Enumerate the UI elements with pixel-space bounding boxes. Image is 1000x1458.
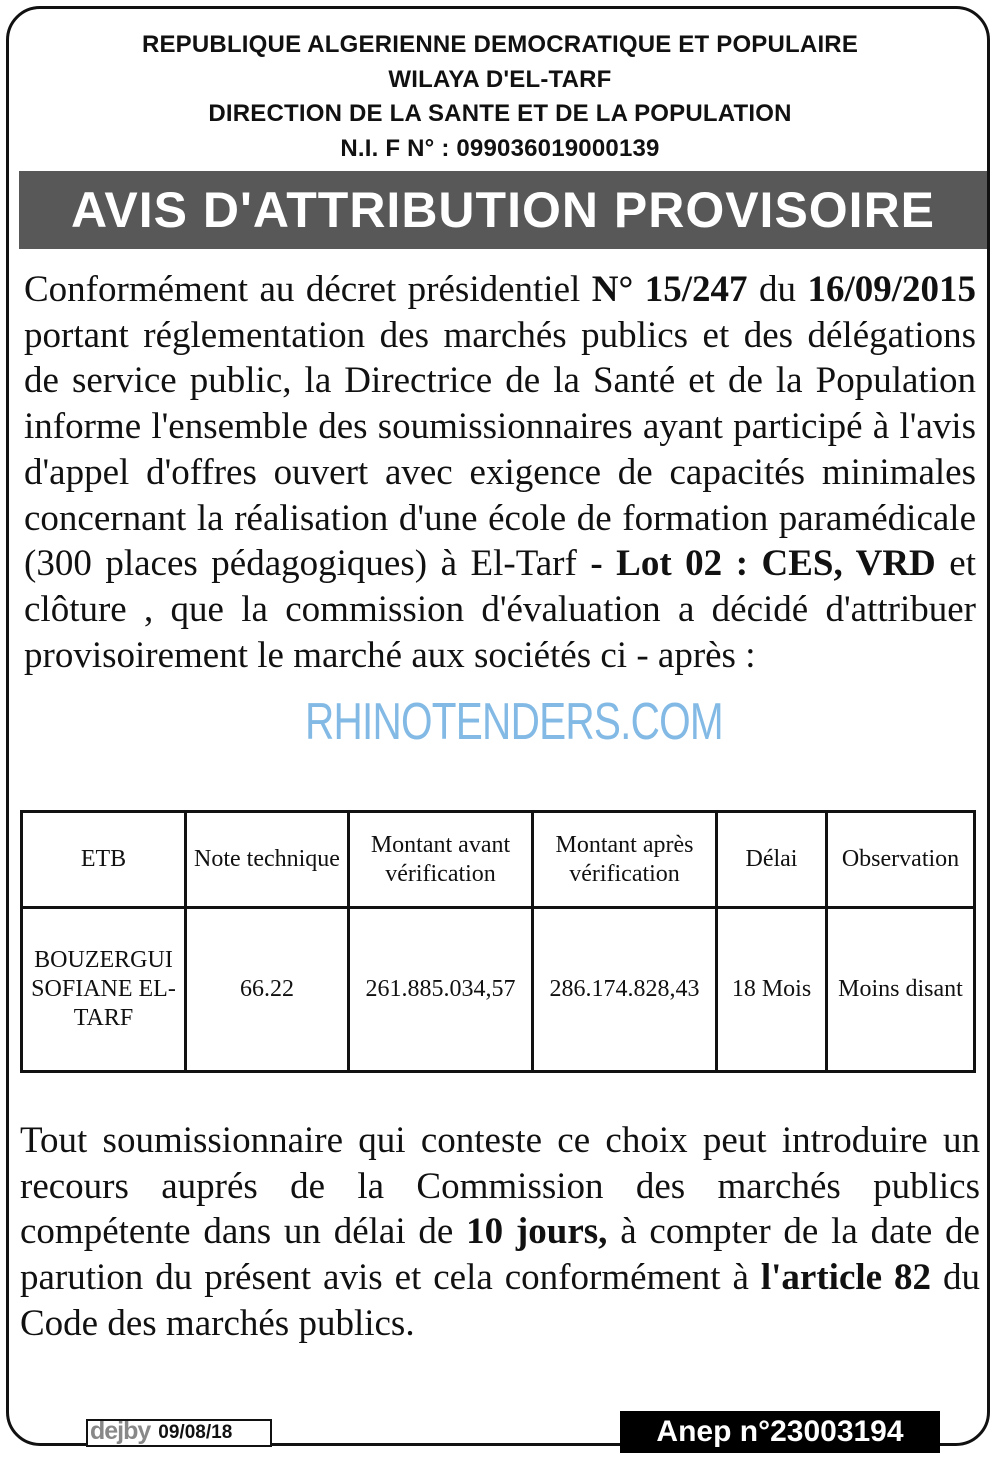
header-republic: REPUBLIQUE ALGERIENNE DEMOCRATIQUE ET POPULAIRE [141,31,859,58]
issuer-header [0,28,1000,166]
cell-observation: Moins disant [827,908,975,1072]
watermark: RHINOTENDERS.COM [305,693,723,751]
publisher-logo: dejby [90,1416,151,1445]
header-nif: N.I. F N° : 099036019000139 [340,134,660,162]
notice-title: AVIS D'ATTRIBUTION PROVISOIRE [19,171,987,249]
article-reference: l'article 82 [760,1257,932,1299]
table-header-row [22,812,975,908]
cell-delai: 18 Mois [717,908,827,1072]
col-header-observation: Observation [827,812,975,908]
header-wilaya: WILAYA D'EL-TARF [388,65,612,93]
col-header-montant-avant: Montant avant vérification [349,812,533,908]
cell-etb: BOUZERGUI SOFIANE EL-TARF [22,908,186,1072]
intro-paragraph: Conformément au décret présidentiel N° 15/247 du 16/09/2015 portant réglementation des marchés publics et des délégations de service public, la Directrice de la Santé et de la Population informe l'ensemble des soumissionnaires ayant participé à l'avis d'appel d'offres ouvert avec exigence de capacités minimales concernant la réalisation d'une école de formation paramédicale (300 places pédagogiques) à El-Tarf - Lot 02 : CES, VRD et clôture , que la commission d'évaluation a décidé d'attribuer provisoirement le marché aux sociétés ci - après : [24,269,977,676]
decree-date: 16/09/2015 [807,269,977,310]
recourse-delay: 10 jours, [466,1211,608,1253]
col-header-note: Note technique [186,812,349,908]
col-header-delai: Délai [717,812,827,908]
cell-montant-apres: 286.174.828,43 [533,908,717,1072]
col-header-etb: ETB [22,812,186,908]
publisher-stamp [86,1416,272,1447]
decree-number: N° 15/247 [591,269,748,310]
cell-montant-avant: 261.885.034,57 [349,908,533,1072]
table-row [22,908,975,1072]
lot-label: - Lot 02 : CES, VRD [590,543,936,585]
recourse-paragraph: Tout soumissionnaire qui conteste ce choix peut introduire un recours auprés de la Commission des marchés publics compétente dans un délai de 10 jours, à compter de la date de parution du présent avis et cela conformément à l'article 82 du Code des marchés publics. [20,1120,980,1344]
header-direction: DIRECTION DE LA SANTE ET DE LA POPULATION [208,100,792,127]
award-table [20,810,976,1073]
col-header-montant-apres: Montant après vérification [533,812,717,908]
publication-date: 09/08/18 [158,1422,233,1443]
cell-note: 66.22 [186,908,349,1072]
anep-reference: Anep n°23003194 [620,1411,940,1453]
